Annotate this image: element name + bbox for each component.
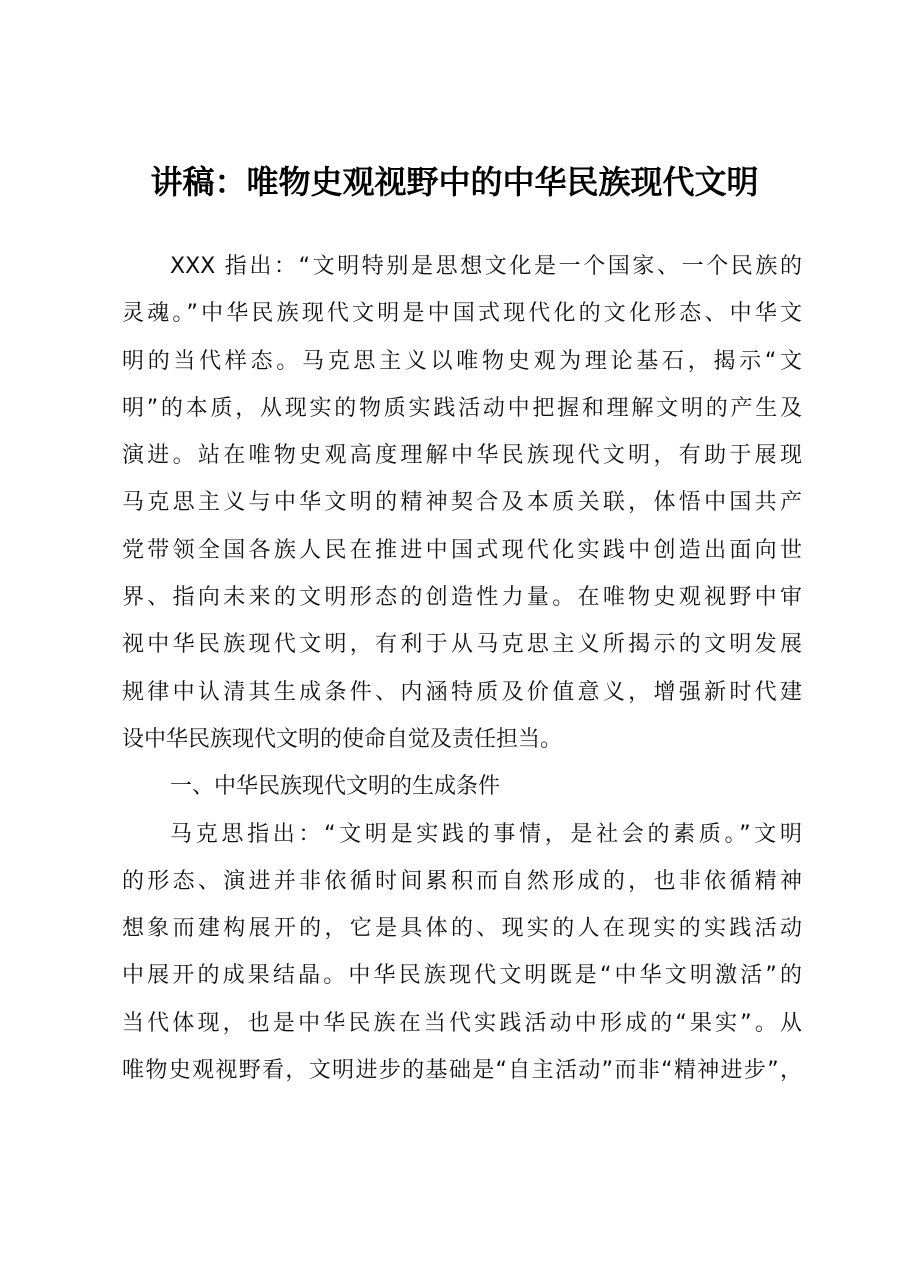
body-line: 唯物史观视野看，文明进步的基础是“自主活动”而非“精神进步”， xyxy=(122,1058,802,1084)
document-body xyxy=(122,243,802,1094)
body-line: 界、指向未来的文明形态的创造性力量。在唯物史观视野中审 xyxy=(122,585,802,611)
body-line: 明的当代样态。马克思主义以唯物史观为理论基石，揭示“文 xyxy=(122,348,802,374)
body-line: 视中华民族现代文明，有利于从马克思主义所揭示的文明发展 xyxy=(122,632,802,658)
document-title: 讲稿：唯物史观视野中的中华民族现代文明 xyxy=(150,163,759,201)
body-line: 党带领全国各族人民在推进中国式现代化实践中创造出面向世 xyxy=(122,537,802,563)
body-line: XXX 指出：“文明特别是思想文化是一个国家、一个民族的 xyxy=(170,254,802,279)
body-line: 设中华民族现代文明的使命自觉及责任担当。 xyxy=(122,726,563,752)
body-line: 的形态、演进并非依循时间累积而自然形成的，也非依循精神 xyxy=(122,868,802,894)
body-line: 马克思指出：“文明是实践的事情，是社会的素质。”文明 xyxy=(170,821,802,847)
body-line: 当代体现，也是中华民族在当代实践活动中形成的“果实”。从 xyxy=(122,1010,802,1036)
body-line: 中展开的成果结晶。中华民族现代文明既是“中华文明激活”的 xyxy=(122,963,802,989)
body-line: 明”的本质，从现实的物质实践活动中把握和理解文明的产生及 xyxy=(122,395,802,421)
body-line: 规律中认清其生成条件、内涵特质及价值意义，增强新时代建 xyxy=(122,679,802,705)
section-heading: 一、中华民族现代文明的生成条件 xyxy=(170,774,501,800)
body-line: 演进。站在唯物史观高度理解中华民族现代文明，有助于展现 xyxy=(122,443,802,469)
body-line: 马克思主义与中华文明的精神契合及本质关联，体悟中国共产 xyxy=(122,490,802,516)
body-line: 想象而建构展开的，它是具体的、现实的人在现实的实践活动 xyxy=(122,916,802,942)
body-line: 灵魂。”中华民族现代文明是中国式现代化的文化形态、中华文 xyxy=(122,301,802,327)
